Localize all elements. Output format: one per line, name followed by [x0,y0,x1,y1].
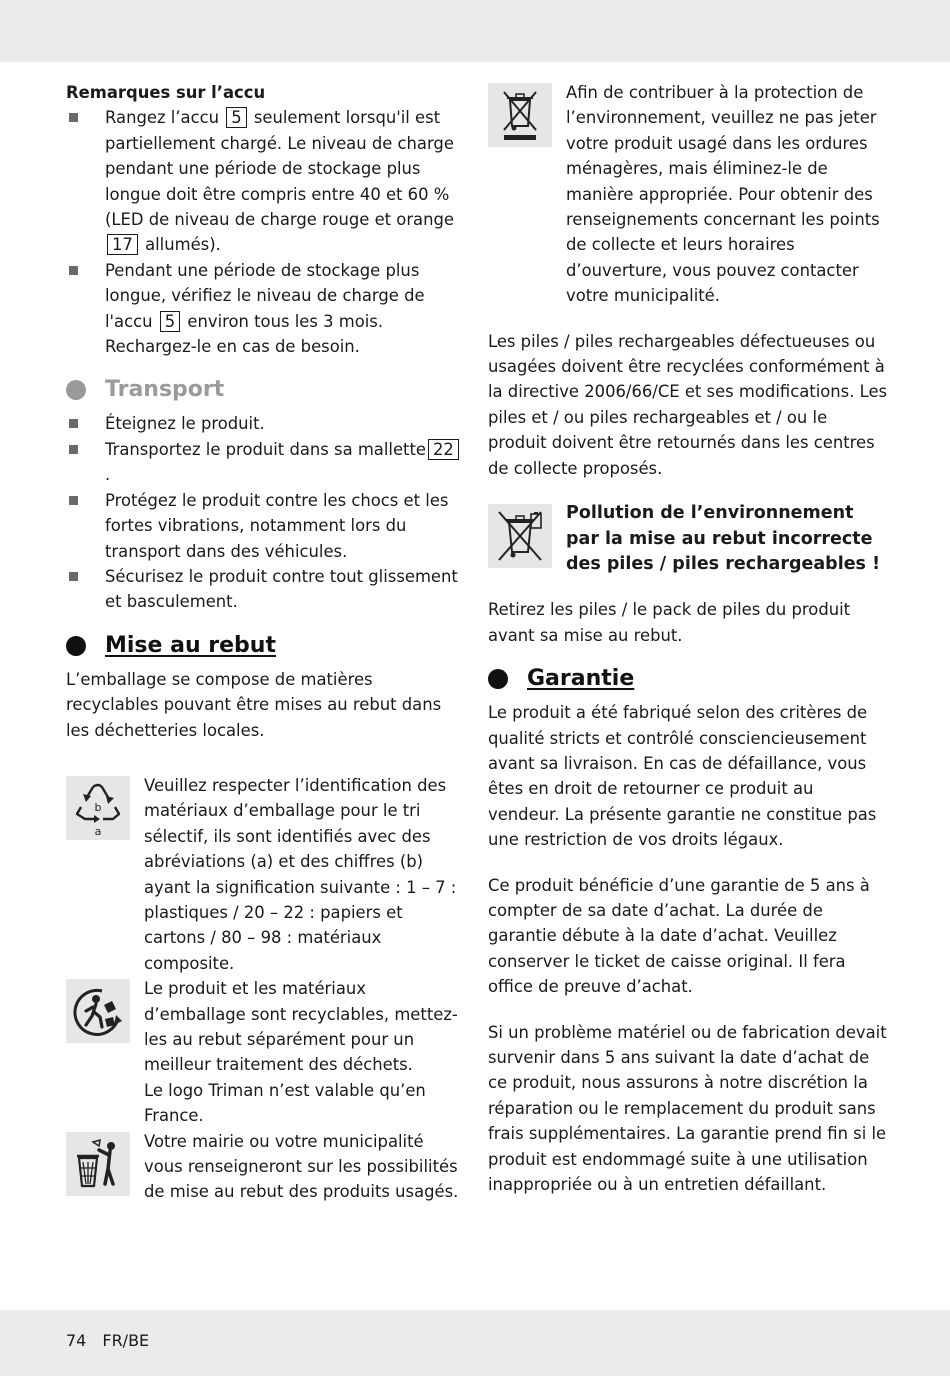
svg-text:b: b [94,800,102,814]
rebut-heading: Mise au rebut [66,631,466,661]
footer [66,1330,165,1352]
trash-bin-icon [66,1132,130,1196]
garantie-paragraph: Le produit a été fabriqué selon des critères de qualité stricts et contrôlé consciencieusement avant sa livraison. En cas de défaillance, vous êtes en droit de retourner ce produit au vendeur. La présente garantie ne constitue pas une restriction de vos droits légaux. [488,703,877,850]
bin-text: Votre mairie ou votre municipalité vous renseigneront sur les possibilités de mise au rebut des produits usagés. [144,1131,459,1202]
accu-heading: Remarques sur l’accu [66,83,266,102]
header-band [0,0,950,62]
bullet-dot-icon [66,636,86,656]
recycling-code-icon [66,776,130,840]
crossed-bin-icon [488,83,552,147]
bullet-dot-icon [66,380,86,400]
svg-text:a: a [94,824,102,837]
retirez-text: Retirez les piles / le pack de piles du produit avant sa mise au rebut. [488,600,851,645]
locale-label: FR/BE [102,1331,150,1350]
recycle-text: Veuillez respecter l’identification des matériaux d’emballage pour le tri sélectif, ils sont identifiés avec des abréviations (a) et des chiffres (b) ayant la signification suivante : 1 – 7 : plastiques / 20 – 22 : papiers et cartons / 80 – 98 : matériaux composite. [144,775,457,973]
garantie-paragraph: Ce produit bénéficie d’une garantie de 5 ans à compter de sa date d’achat. La durée de garantie débute à la date d’achat. Veuillez conserver le ticket de caisse original. Il fera office de preuve d’achat. [488,875,870,997]
battery-crossed-bin-icon [488,504,552,568]
triman-note: Le logo Triman n’est valable qu’en France. [144,1080,426,1126]
transport-heading: Transport [66,375,466,405]
triman-row [66,976,466,1128]
garantie-heading: Garantie [488,664,888,694]
left-column [66,80,466,1205]
list-item: Rangez l’accu 5 seulement lorsqu'il est partiellement chargé. Le niveau de charge pendant une période de stockage plus longue doit être compris entre 40 et 60 % (LED de niveau de charge rouge et orange 17 allumés). [66,105,466,257]
part-number: 5 [226,107,246,128]
part-number: 17 [107,234,138,255]
weee-row [488,80,888,309]
bullet-dot-icon [488,669,508,689]
piles-text: Les piles / piles rechargeables défectueuses ou usagées doivent être recyclées conformément à la directive 2006/66/CE et ses modifications. Les piles et / ou piles rechargeables et / ou le produit doivent être retournés dans les centres de collecte proposés. [488,331,888,478]
triman-text: Le produit et les matériaux d’emballage sont recyclables, mettez-les au rebut séparément pour un meilleur traitement des déchets. [144,979,458,1075]
part-number: 22 [428,439,459,460]
recycle-row [66,773,466,976]
list-item: Éteignez le produit. [66,411,466,436]
transport-list [66,411,466,614]
page-number: 74 [66,1331,87,1350]
triman-icon [66,979,130,1043]
warning-row [488,501,888,577]
accu-list [66,105,466,359]
garantie-paragraph: Si un problème matériel ou de fabrication devait survenir dans 5 ans suivant la date d’achat de ce produit, nous assurons à notre discrétion la réparation ou le remplacement du produit sans frais supplémentaires. La garantie prend fin si le produit est endommagé suite à une utilisation inappropriée ou à un entretien défaillant. [488,1022,887,1195]
weee-text: Afin de contribuer à la protection de l’environnement, veuillez ne pas jeter votre produit usagé dans les ordures ménagères, mais éliminez-le de manière appropriée. Pour obtenir des renseignements concernant les points de collecte et leurs horaires d’ouverture, vous pouvez contacter votre municipalité. [566,83,880,306]
list-item: Pendant une période de stockage plus longue, vérifiez le niveau de charge de l'accu 5 environ tous les 3 mois. Rechargez-le en cas de besoin. [66,258,466,360]
part-number: 5 [160,311,180,332]
bin-row [66,1129,466,1205]
list-item: Sécurisez le produit contre tout glissement et basculement. [66,564,466,615]
list-item: Transportez le produit dans sa mallette 22. [66,437,466,488]
rebut-intro: L’emballage se compose de matières recyclables pouvant être mises au rebut dans les déchetteries locales. [66,669,442,740]
warning-text: Pollution de l’environnement par la mise au rebut incorrecte des piles / piles rechargeables ! [566,503,881,574]
list-item: Protégez le produit contre les chocs et les fortes vibrations, notamment lors du transport dans des véhicules. [66,488,466,564]
right-column [488,80,888,1197]
